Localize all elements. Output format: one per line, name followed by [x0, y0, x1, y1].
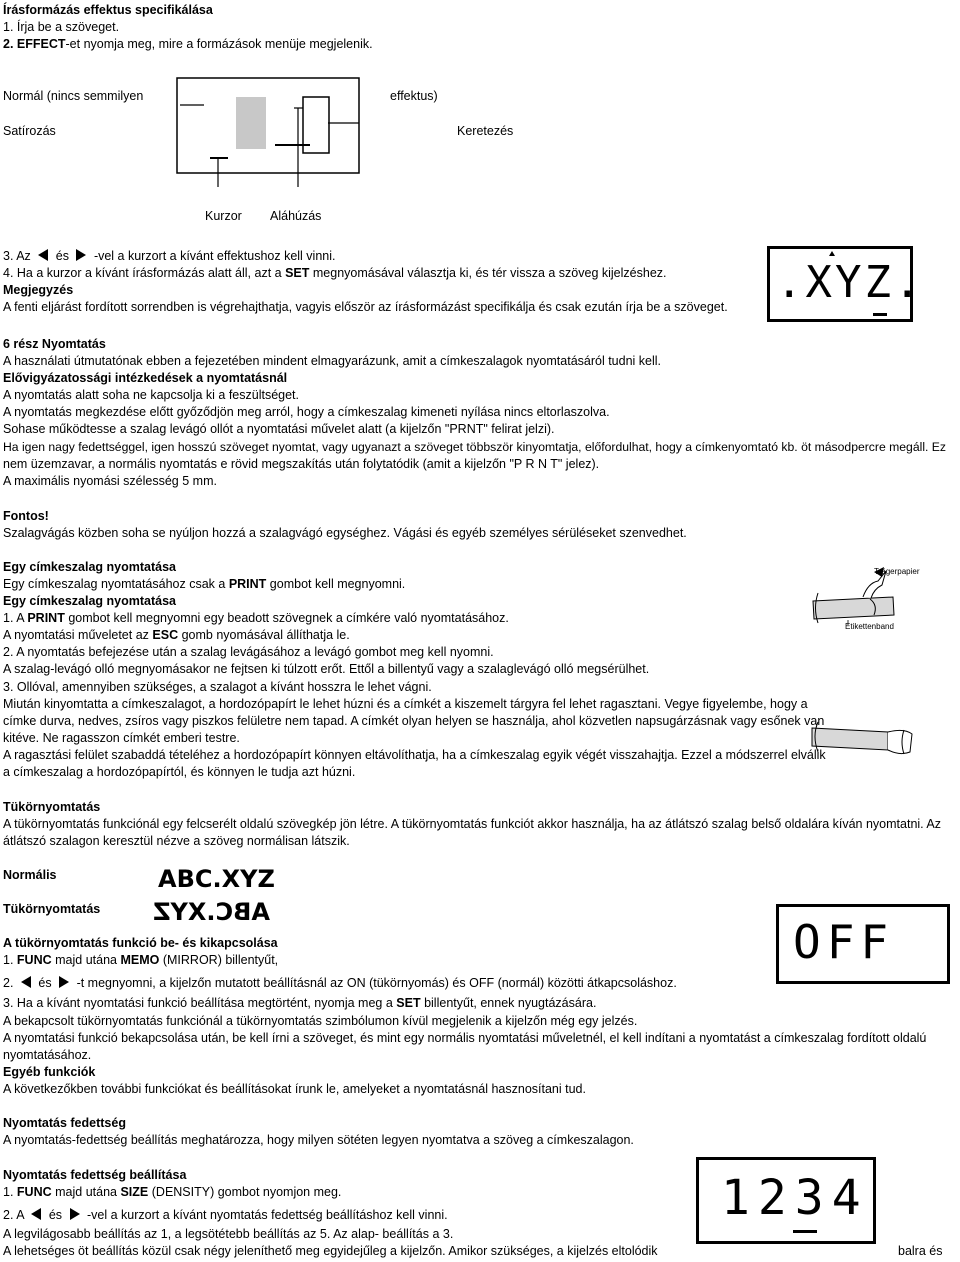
mirror-label-normal: Normális [3, 868, 57, 882]
effect-step2: 2. EFFECT-et nyomja meg, mire a formázások menüje megjelenik. [3, 37, 373, 51]
mirror-text-b: átlátszó szalagon keresztül nézve a szöveg normálisan látszik. [3, 834, 350, 848]
print-intro: A használati útmutatónak ebben a fejezetében mindent elmagyarázunk, amit a címkeszalagok nyomtatásáról tudni kell. [3, 354, 662, 368]
density-text: A nyomtatás-fedettség beállítás meghatározza, hogy milyen sötéten legyen nyomtatva a szöveg a címkeszalagon. [3, 1133, 634, 1147]
label-step-4b: címke durva, nedves, zsíros vagy piszkos felületre nem tapad. A címkét olyan helyen se használja, ahol közvetlen napsugárzásnak vagy esőnek van [3, 714, 825, 728]
mirror-step-2: 2. és -t megnyomni, a kijelzőn mutatott beállításnál az ON (tükörnyomás) és OFF (normál) közötti átkapcsoláshoz. [3, 976, 677, 990]
label-step-5b: a címkeszalag a hordozópapírtól, és könnyen le tudja azt húzni. [3, 765, 356, 779]
mirror-step-5a: A nyomtatási funkció bekapcsolása után, be kell írni a szöveget, és mint egy normális nyomtatási műveletnél, el kell indítani a nyomtatást a címkeszalag fordított oldalú [3, 1031, 927, 1045]
effect-step3: 3. Az és -vel a kurzort a kívánt effektushoz kell vinni. [3, 249, 336, 263]
mirror-step-4: A bekapcsolt tükörnyomtatás funkciónál a tükörnyomtatás szimbólumon kívül megjelenik a kijelzőn még egy jelzés. [3, 1014, 638, 1028]
mirror-onoff-title: A tükörnyomtatás funkció be- és kikapcsolása [3, 936, 278, 950]
label-normal: Normál (nincs semmilyen [3, 89, 144, 103]
density-setting-title: Nyomtatás fedettség beállítása [3, 1168, 187, 1182]
effect-diagram [170, 75, 370, 190]
lcd-1234-text: 1234 [721, 1170, 869, 1226]
mirror-label-mirror: Tükörnyomtatás [3, 902, 101, 916]
mirror-step-3: 3. Ha a kívánt nyomtatási funkció beállítása megtörtént, nyomja meg a SET billentyűt, ennek nyugtázására. [3, 996, 597, 1010]
print-title: 6 rész Nyomtatás [3, 337, 106, 351]
other-title: Egyéb funkciók [3, 1065, 96, 1079]
note-title: Megjegyzés [3, 283, 74, 297]
fig-etiketten-label: Etikettenband [845, 622, 894, 631]
label-step-5a: A ragasztási felület szabaddá tételéhez a hordozópapírt könnyen eltávolíthatja, ha a címkeszalag egyik végét visszahajtja. Ezzel a módszerrel elválik [3, 748, 826, 762]
left-arrow-icon [38, 249, 48, 261]
label-line-1: Egy címkeszalag nyomtatásához csak a PRINT gombot kell megnyomni. [3, 577, 406, 591]
lcd-indicator-icon [829, 251, 835, 256]
fontos-text: Szalagvágás közben soha se nyúljon hozzá a szalagvágó egységhez. Vágási és egyéb személyes sérüléseket szenvedhet. [3, 526, 687, 540]
lcd-display-off [776, 904, 950, 984]
left-arrow-icon [31, 1208, 41, 1220]
sample-mirrored: ABC.XYZ [153, 898, 270, 926]
lcd-cursor-icon [873, 313, 887, 316]
note-text: A fenti eljárást fordított sorrendben is végrehajthatja, vagyis először az írásformázást specifikálja és csak ezután írja be a szöveget. [3, 300, 728, 314]
label-title-1: Egy címkeszalag nyomtatása [3, 560, 176, 574]
label-step-1: 1. A PRINT gombot kell megnyomni egy beadott szövegnek a címkére való nyomtatásához. [3, 611, 509, 625]
shading-sample [236, 97, 266, 149]
label-step-1c: A nyomtatási műveletet az ESC gomb nyomásával állíthatja le. [3, 628, 350, 642]
precaution-title: Elővigyázatossági intézkedések a nyomtatásnál [3, 371, 288, 385]
label-effektus: effektus) [390, 89, 438, 103]
lcd-cursor-icon [793, 1230, 817, 1233]
other-text: A következőkben további funkciókat és beállításokat írunk le, amelyeket a nyomtatásnál hasznosítani tud. [3, 1082, 586, 1096]
lcd-off-text: OFF [793, 915, 895, 969]
mirror-text-a: A tükörnyomtatás funkciónál egy felcserélt oldalú szövegkép jön létre. A tükörnyomtatás funkciót akkor használja, ha az átlátszó szalag belső oldalára kíván nyomtatni. Az [3, 817, 942, 831]
right-arrow-icon [59, 976, 69, 988]
label-alahuzas: Aláhúzás [270, 209, 322, 223]
lcd-display-1234 [696, 1157, 876, 1244]
precaution-1: A nyomtatás alatt soha ne kapcsolja ki a feszültséget. [3, 388, 300, 402]
density-step-3: A legvilágosabb beállítás az 1, a legsötétebb beállítás az 5. Az alap- beállítás a 3. [3, 1227, 454, 1241]
mirror-step-1: 1. FUNC majd utána MEMO (MIRROR) billentyűt, [3, 953, 279, 967]
right-arrow-icon [70, 1208, 80, 1220]
sample-normal: ABC.XYZ [158, 865, 275, 893]
effect-title: Írásformázás effektus specifikálása [3, 3, 213, 17]
mirror-step-5b: nyomtatásához. [3, 1048, 92, 1062]
label-step-3: 3. Ollóval, amennyiben szükséges, a szalagot a kívánt hosszra le lehet vágni. [3, 680, 432, 694]
label-kurzor: Kurzor [205, 209, 242, 223]
precaution-4a: Ha igen nagy fedettséggel, igen hosszú szöveget nyomtat, vagy ugyanazt a szöveget többször kinyomtatja, előfordulhat, hogy a címkenyomtató kb. öt másodpercre megáll. Ez [3, 440, 947, 454]
left-arrow-icon [21, 976, 31, 988]
tape-fold-illustration [808, 714, 928, 764]
precaution-3: Sohase működtesse a szalag levágó ollót a nyomtatási művelet alatt (a kijelzőn "PRNT" felirat jelzi). [3, 422, 555, 436]
precaution-5: A maximális nyomási szélesség 5 mm. [3, 474, 217, 488]
label-title-2: Egy címkeszalag nyomtatása [3, 594, 176, 608]
density-step-4-end: balra és [898, 1244, 943, 1258]
effect-step1: 1. Írja be a szöveget. [3, 20, 120, 34]
density-step-4: A lehetséges öt beállítás közül csak négy jeleníthető meg egyidejűleg a kijelzőn. Amikor szükséges, a kijelzés eltolódik [3, 1244, 658, 1258]
label-step-2: 2. A nyomtatás befejezése után a szalag levágásához a levágó gombot meg kell nyomni. [3, 645, 494, 659]
label-step-4a: Miután kinyomtatta a címkeszalagot, a hordozópapírt le lehet húzni és a címkét a kiszemelt tárgyra fel lehet ragasztani. Vegye figyelembe, hogy a [3, 697, 808, 711]
precaution-2: A nyomtatás megkezdése előtt győződjön meg arról, hogy a címkeszalag kimeneti nyílása nincs eltorlaszolva. [3, 405, 610, 419]
density-step-1: 1. FUNC majd utána SIZE (DENSITY) gombot nyomjon meg. [3, 1185, 342, 1199]
density-step-2: 2. A és -vel a kurzort a kívánt nyomtatás fedettség beállításhoz kell vinni. [3, 1208, 448, 1222]
label-step-2b: A szalag-levágó olló megnyomásakor ne fejtsen ki túlzott erőt. Ettől a billentyű vagy a szalaglevágó olló megsérülhet. [3, 662, 650, 676]
effect-key: 2. EFFECT [3, 37, 66, 51]
right-arrow-icon [76, 249, 86, 261]
diagram-frame [177, 78, 359, 173]
fig-traeger-label: Trägerpapier [874, 567, 920, 576]
label-keretezes: Keretezés [457, 124, 514, 138]
effect-step4: 4. Ha a kurzor a kívánt írásformázás alatt áll, azt a SET megnyomásával választja ki, és tér vissza a szöveg kijelzéshez. [3, 266, 667, 280]
lcd-text: .XYZ. [776, 257, 924, 308]
density-title: Nyomtatás fedettség [3, 1116, 126, 1130]
mirror-title: Tükörnyomtatás [3, 800, 101, 814]
label-step-4c: kitéve. Ne ragasszon címkét emberi testre. [3, 731, 240, 745]
precaution-4b: nem üzemzavar, a normális nyomtatás e rövid megszakítás után folytatódik (amit a kijelzőn "P R N T" jelez). [3, 457, 600, 471]
fontos-title: Fontos! [3, 509, 49, 523]
label-satirozas: Satírozás [3, 124, 56, 138]
lcd-display-xyz [767, 246, 924, 322]
